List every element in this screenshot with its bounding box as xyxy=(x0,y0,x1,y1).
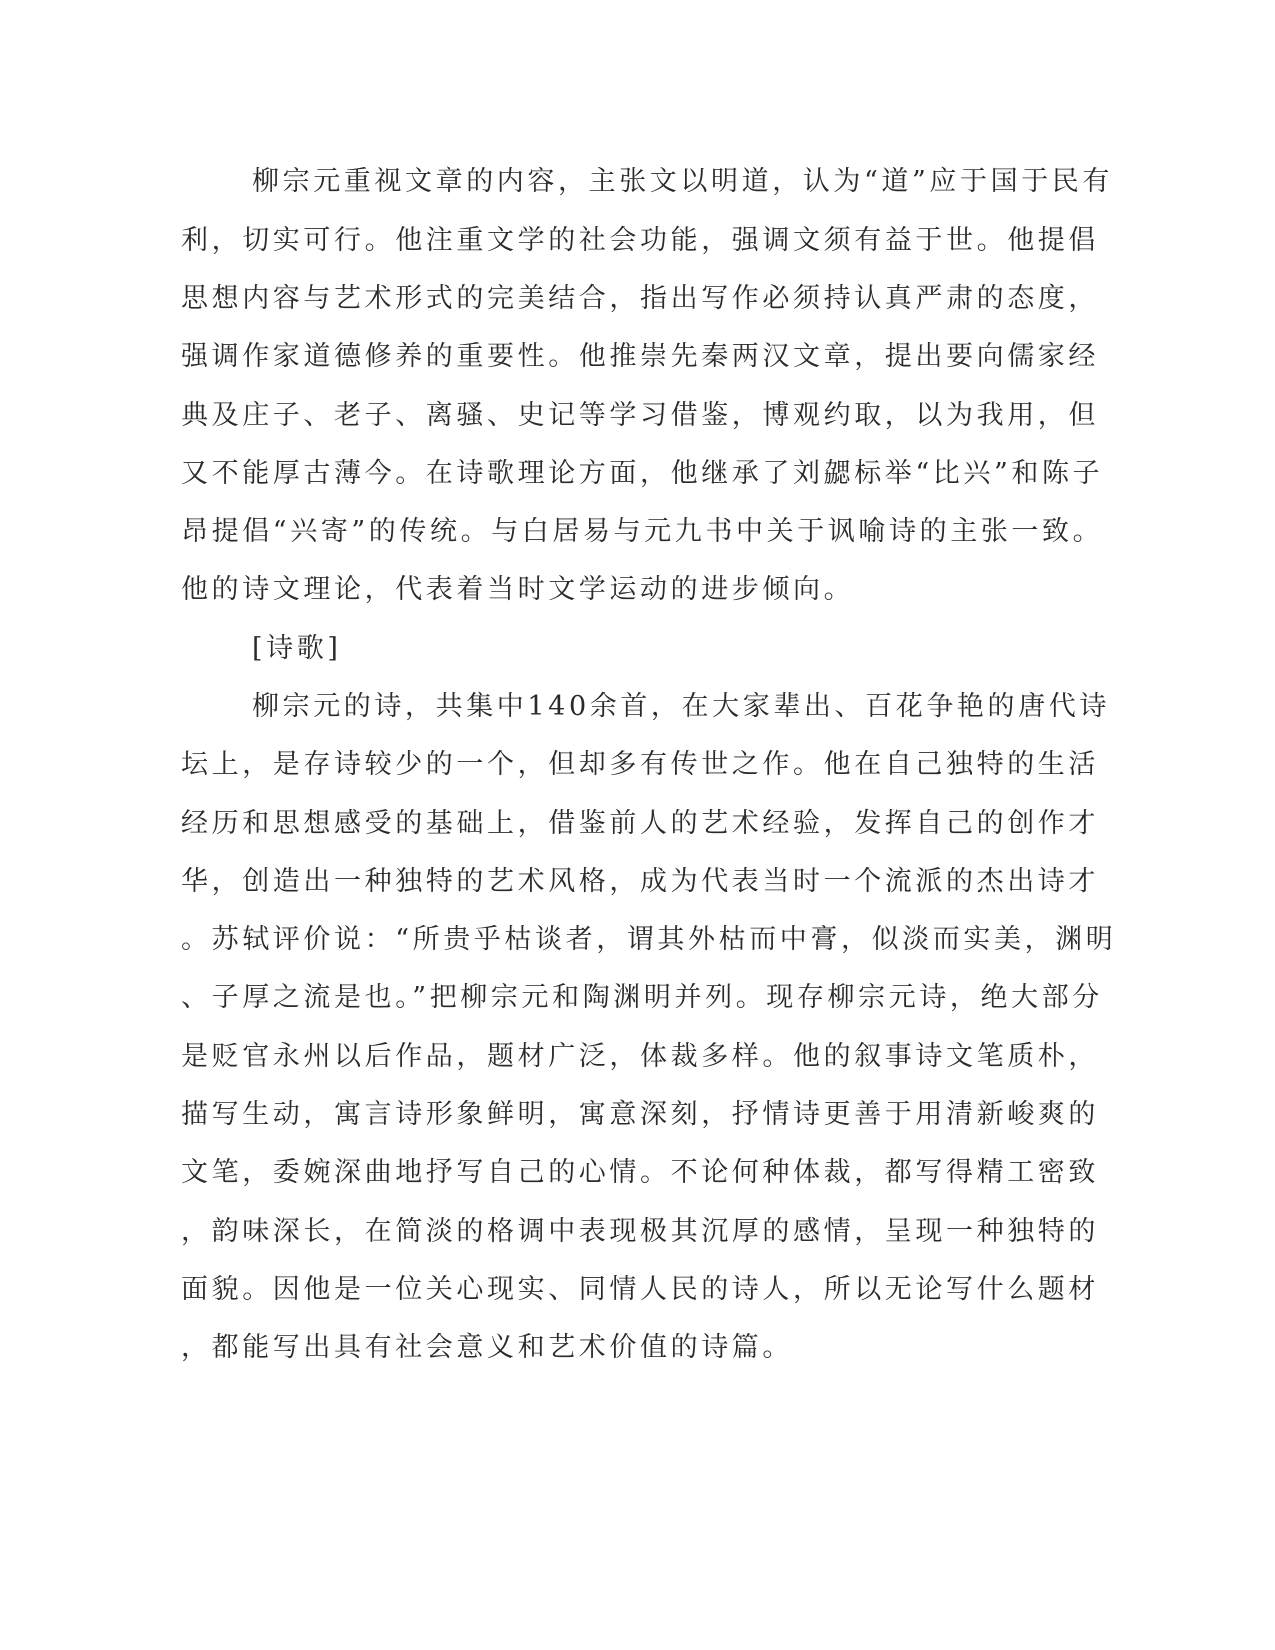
paragraph-1-line-2: 利，切实可行。他注重文学的社会功能，强调文须有益于世。他提倡 xyxy=(181,225,1099,256)
paragraph-2-line-6: 、子厚之流是也。”把柳宗元和陶渊明并列。现存柳宗元诗，绝大部分 xyxy=(181,982,1103,1013)
paragraph-2-line-2: 坛上，是存诗较少的一个，但却多有传世之作。他在自己独特的生活 xyxy=(181,749,1099,780)
paragraph-2-line-11: 面貌。因他是一位关心现实、同情人民的诗人，所以无论写什么题材 xyxy=(181,1274,1099,1305)
paragraph-1-line-8: 他的诗文理论，代表着当时文学运动的进步倾向。 xyxy=(181,574,855,605)
paragraph-1-line-5: 典及庄子、老子、离骚、史记等学习借鉴，博观约取，以为我用，但 xyxy=(181,400,1099,431)
paragraph-2-line-4: 华，创造出一种独特的艺术风格，成为代表当时一个流派的杰出诗才 xyxy=(181,866,1099,897)
paragraph-1-line-6: 又不能厚古薄今。在诗歌理论方面，他继承了刘勰标举“比兴”和陈子 xyxy=(181,458,1104,489)
paragraph-1-line-1: 柳宗元重视文章的内容，主张文以明道，认为“道”应于国于民有 xyxy=(252,166,1114,197)
paragraph-2-line-5: 。苏轼评价说：“所贵乎枯谈者，谓其外枯而中膏，似淡而实美，渊明 xyxy=(181,924,1117,955)
paragraph-2-line-9: 文笔，委婉深曲地抒写自己的心情。不论何种体裁，都写得精工密致 xyxy=(181,1157,1099,1188)
paragraph-1-line-4: 强调作家道德修养的重要性。他推崇先秦两汉文章，提出要向儒家经 xyxy=(181,341,1099,372)
paragraph-2-line-7: 是贬官永州以后作品，题材广泛，体裁多样。他的叙事诗文笔质朴， xyxy=(181,1041,1099,1072)
paragraph-2-line-3: 经历和思想感受的基础上，借鉴前人的艺术经验，发挥自己的创作才 xyxy=(181,808,1099,839)
paragraph-1-line-3: 思想内容与艺术形式的完美结合，指出写作必须持认真严肃的态度， xyxy=(181,283,1099,314)
paragraph-2-line-1: 柳宗元的诗，共集中140余首，在大家辈出、百花争艳的唐代诗 xyxy=(252,691,1110,722)
paragraph-2-line-12: ，都能写出具有社会意义和艺术价值的诗篇。 xyxy=(181,1332,793,1363)
paragraph-1-line-7: 昂提倡“兴寄”的传统。与白居易与元九书中关于讽喻诗的主张一致。 xyxy=(181,516,1104,547)
paragraph-2-line-8: 描写生动，寓言诗形象鲜明，寓意深刻，抒情诗更善于用清新峻爽的 xyxy=(181,1099,1099,1130)
paragraph-2-line-10: ，韵味深长，在简淡的格调中表现极其沉厚的感情，呈现一种独特的 xyxy=(181,1216,1099,1247)
section-heading: [诗歌] xyxy=(252,633,342,664)
